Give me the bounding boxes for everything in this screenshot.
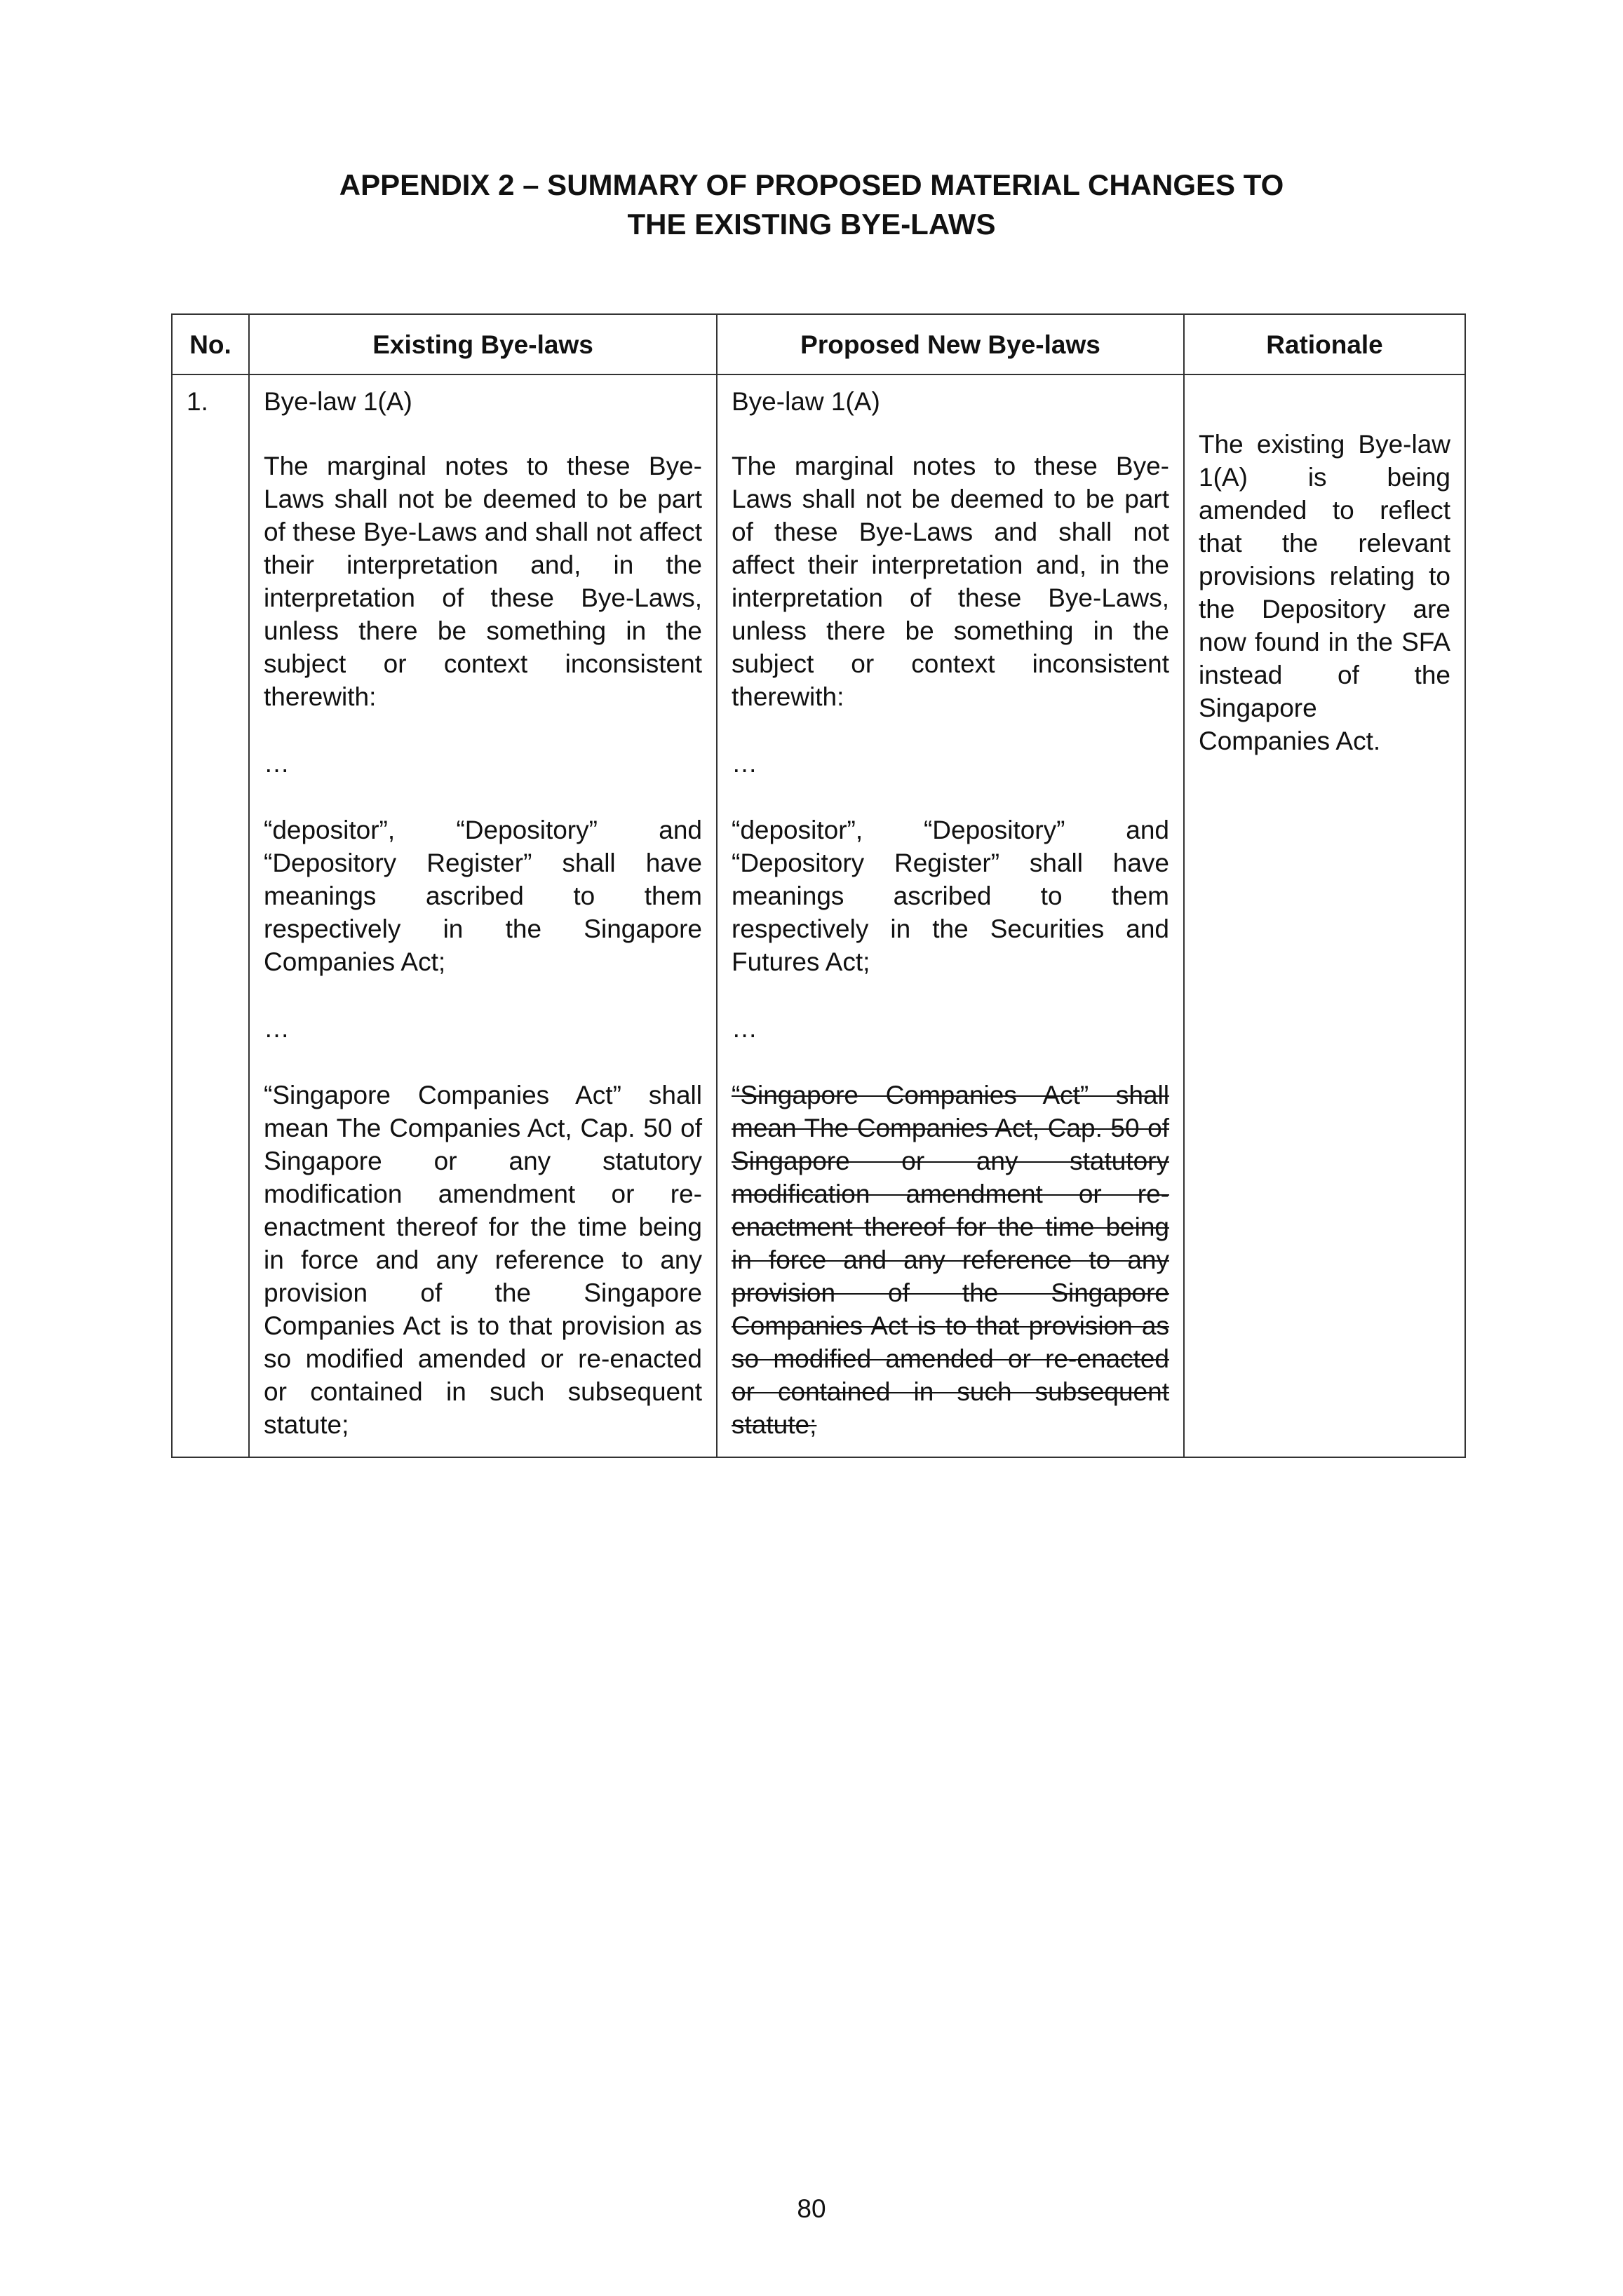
proposed-bye-law-cell — [717, 374, 1184, 1457]
table-row — [172, 374, 1465, 1457]
proposed-deleted-paragraph: “Singapore Companies Act” shall mean The Companies Act, Cap. 50 of Singapore or any statutory modification amendment or re-enactment thereof for the time being in force and any reference to any provision of the Singapore Companies Act is to that provision as so modified amended or re-enacted or contained in such subsequent statute; — [732, 1081, 1169, 1439]
row-number-text: 1. — [187, 387, 208, 416]
existing-paragraph: The marginal notes to these Bye-Laws shall not be deemed to be part of these Bye-Laws and shall not affect their interpretation and, in the interpretation of these Bye-Laws, unless there be something in the subject or context inconsistent therewith: — [264, 452, 702, 711]
existing-ellipsis: … — [264, 749, 290, 778]
proposed-heading: Bye-law 1(A) — [732, 387, 880, 416]
header-proposed: Proposed New Bye-laws — [717, 314, 1184, 374]
existing-paragraph: “depositor”, “Depository” and “Depository Register” shall have meanings ascribed to them respectively in the Singapore Companies Act; — [264, 816, 702, 976]
header-rationale: Rationale — [1184, 314, 1465, 374]
title-line-1: APPENDIX 2 – SUMMARY OF PROPOSED MATERIAL CHANGES TO — [339, 168, 1284, 201]
proposed-paragraph: The marginal notes to these Bye-Laws shall not be deemed to be part of these Bye-Laws and shall not affect their interpretation and, in the interpretation of these Bye-Laws, unless there be something in the subject or context inconsistent therewith: — [732, 452, 1169, 711]
table-header-row — [172, 314, 1465, 374]
header-existing: Existing Bye-laws — [249, 314, 717, 374]
proposed-ellipsis: … — [732, 1014, 757, 1043]
header-no: No. — [172, 314, 249, 374]
row-number — [172, 374, 249, 1457]
proposed-ellipsis: … — [732, 749, 757, 778]
page-number: 80 — [797, 2194, 826, 2223]
page-title — [0, 166, 1623, 244]
existing-bye-law-cell — [249, 374, 717, 1457]
rationale-text: The existing Bye-law 1(A) is being amended to reflect that the relevant provisions relating to the Depository are now found in the SFA instead of the Singapore Companies Act. — [1199, 430, 1450, 755]
existing-paragraph: “Singapore Companies Act” shall mean The Companies Act, Cap. 50 of Singapore or any statutory modification amendment or re-enactment thereof for the time being in force and any reference to any provision of the Singapore Companies Act is to that provision as so modified amended or re-enacted or contained in such subsequent statute; — [264, 1081, 702, 1439]
bye-law-changes-table — [171, 313, 1466, 1458]
title-line-2: THE EXISTING BYE-LAWS — [627, 208, 996, 241]
existing-ellipsis: … — [264, 1014, 290, 1043]
rationale-cell — [1184, 374, 1465, 1457]
proposed-paragraph: “depositor”, “Depository” and “Depository Register” shall have meanings ascribed to them respectively in the Securities and Futures Act; — [732, 816, 1169, 976]
existing-heading: Bye-law 1(A) — [264, 387, 412, 416]
